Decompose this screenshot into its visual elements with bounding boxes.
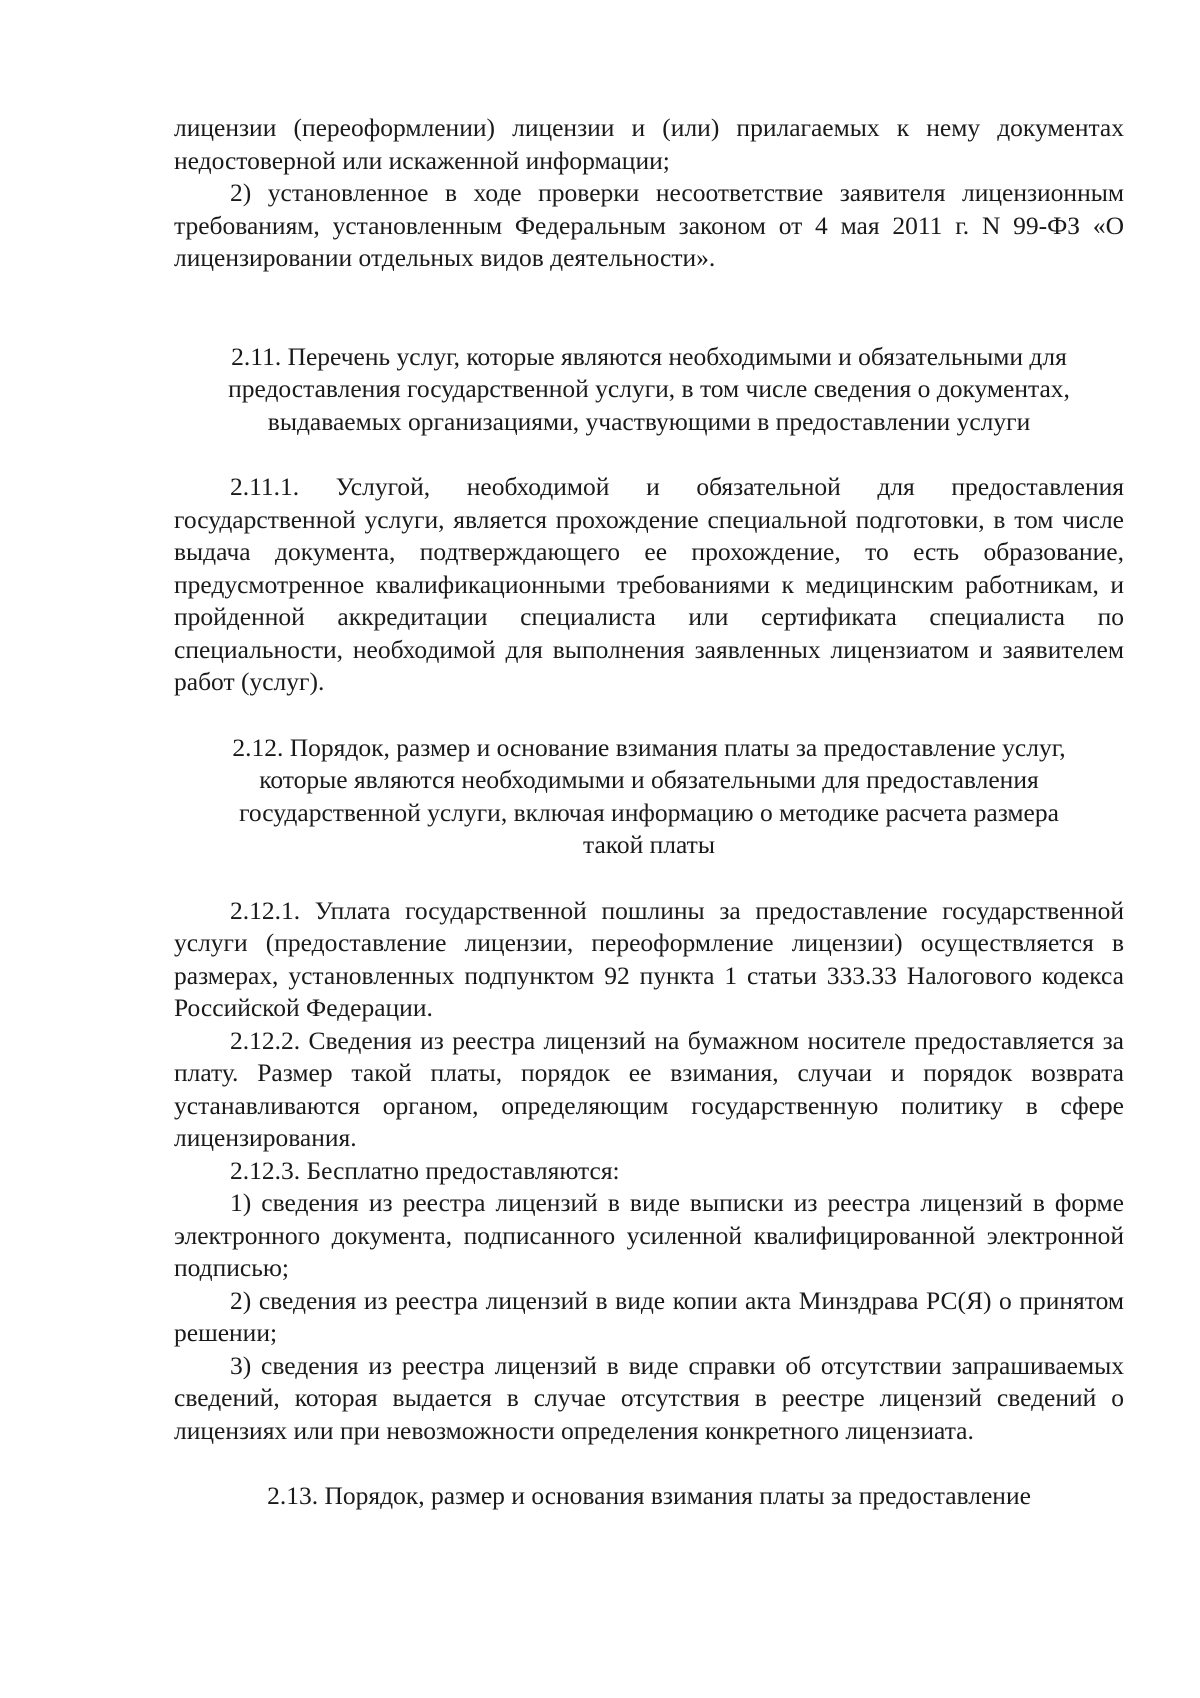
section-2-13-heading: 2.13. Порядок, размер и основания взимания платы за предоставление	[267, 1481, 1031, 1510]
section-2-11-heading: 2.11. Перечень услуг, которые являются необходимыми и обязательными для предоставления государственной услуги, в том числе сведения о документах, выдаваемых организациями, участвующими в предоставлении услуги	[228, 341, 1070, 436]
list-item-3: 3) сведения из реестра лицензий в виде справки об отсутствии запрашиваемых сведений, которая выдается в случае отсутствия в реестре лицензий сведений о лицензиях или при невозможности определения конкретного лицензиата.	[174, 1350, 1124, 1445]
section-2-12-heading: 2.12. Порядок, размер и основание взимания платы за предоставление услуг, которые являются необходимыми и обязательными для предоставления государственной услуги, включая информацию о методике расчета размера такой платы	[232, 732, 1066, 859]
list-item-1: 1) сведения из реестра лицензий в виде выписки из реестра лицензий в форме электронного документа, подписанного усиленной квалифицированной электронной подписью;	[174, 1188, 1124, 1282]
paragraph-2-12-2: 2.12.2. Сведения из реестра лицензий на бумажном носителе предоставляется за плату. Размер такой платы, порядок ее взимания, случаи и порядок возврата устанавливаются органом, определяющим государственную политику в сфере лицензирования.	[174, 1025, 1124, 1152]
paragraph-item-2: 2) установленное в ходе проверки несоответствие заявителя лицензионным требованиям, установленным Федеральным законом от 4 мая 2011 г. N 99-ФЗ «О лицензировании отдельных видов деятельности».	[174, 178, 1124, 272]
paragraph-2-12-1: 2.12.1. Уплата государственной пошлины за предоставление государственной услуги (предоставление лицензии, переоформление лицензии) осуществляется в размерах, установленных подпунктом 92 пункта 1 статьи 333.33 Налогового кодекса Российской Федерации.	[174, 895, 1124, 1022]
paragraph-2-11-1: 2.11.1. Услугой, необходимой и обязательной для предоставления государственной услуги, является прохождение специальной подготовки, в том числе выдача документа, подтверждающего ее прохождение, то есть образование, предусмотренное квалификационными требованиями к медицинским работникам, и пройденной аккредитации специалиста или сертификата специалиста по специальности, необходимой для выполнения заявленных лицензиатом и заявителем работ (услуг).	[174, 472, 1124, 696]
paragraph-continuation: лицензии (переоформлении) лицензии и (или) прилагаемых к нему документах недостоверной или искаженной информации;	[174, 113, 1124, 175]
document-body	[174, 112, 1124, 1513]
paragraph-2-12-3: 2.12.3. Бесплатно предоставляются:	[230, 1155, 620, 1185]
list-item-2: 2) сведения из реестра лицензий в виде копии акта Минздрава РС(Я) о принятом решении;	[174, 1285, 1124, 1347]
